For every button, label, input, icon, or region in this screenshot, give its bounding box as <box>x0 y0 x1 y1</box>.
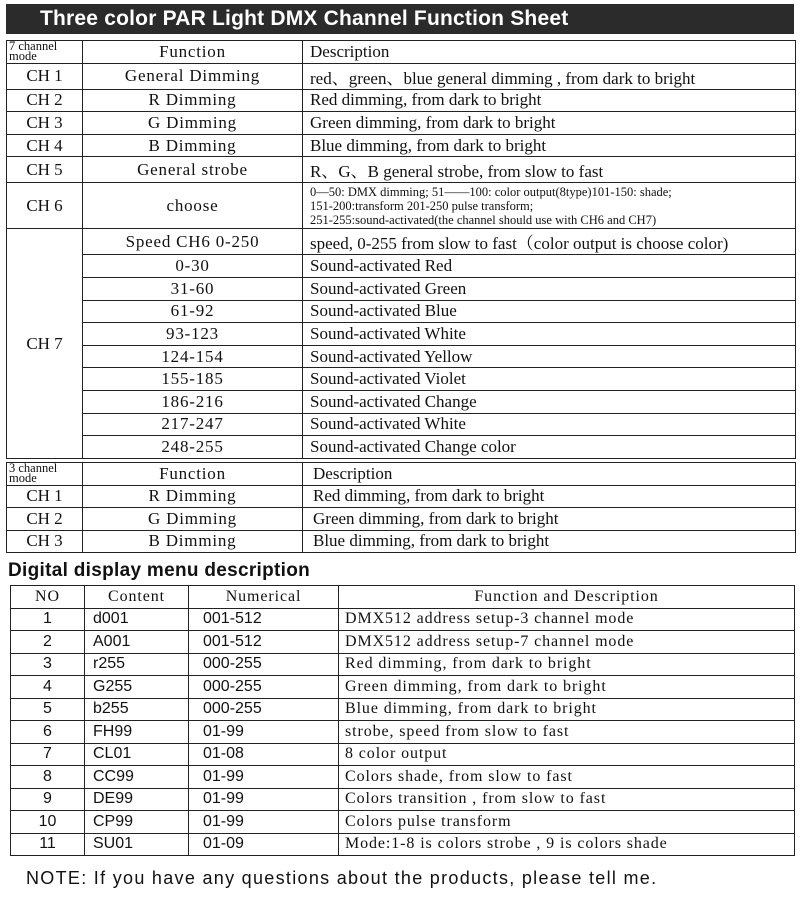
mode-label-line1: 3 channel <box>9 462 58 475</box>
table-row <box>7 390 796 413</box>
content-cell: SU01 <box>85 833 189 856</box>
table-row <box>7 157 796 183</box>
description-cell <box>303 183 796 229</box>
function-cell: DMX512 address setup-7 channel mode <box>339 631 795 654</box>
table-header-row <box>11 586 795 609</box>
description-cell: Green dimming, from dark to bright <box>303 508 796 531</box>
table-row <box>11 833 795 856</box>
table-row <box>7 413 796 436</box>
table-row <box>11 676 795 699</box>
function-cell: 248-255 <box>83 436 303 459</box>
mode-label-line2: mode <box>9 471 37 485</box>
table-row <box>11 743 795 766</box>
description-cell: Sound-activated Red <box>303 255 796 278</box>
description-cell: Blue dimming, from dark to bright <box>303 134 796 157</box>
no-cell: 9 <box>11 788 85 811</box>
channel-cell: CH 3 <box>7 112 83 135</box>
function-cell: Mode:1-8 is colors strobe , 9 is colors shade <box>339 833 795 856</box>
ch6-description-line3: 251-255:sound-activated(the channel should use with CH6 and CH7) <box>310 213 657 228</box>
description-cell: Red dimming, from dark to bright <box>303 485 796 508</box>
table-row <box>7 436 796 459</box>
function-cell: Red dimming, from dark to bright <box>339 653 795 676</box>
function-cell: G Dimming <box>83 112 303 135</box>
header-no: NO <box>11 586 85 609</box>
table-row <box>7 508 796 531</box>
table-row <box>7 300 796 323</box>
page-title: Three color PAR Light DMX Channel Function Sheet <box>6 4 794 34</box>
numerical-cell: 000-255 <box>189 698 339 721</box>
table-row <box>7 323 796 346</box>
table-row <box>7 229 796 255</box>
channel-cell: CH 1 <box>7 63 83 89</box>
function-cell: General strobe <box>83 157 303 183</box>
table-row <box>7 345 796 368</box>
channel-cell: CH 6 <box>7 183 83 229</box>
table-row <box>7 368 796 391</box>
description-cell: Sound-activated White <box>303 323 796 346</box>
function-cell: 61-92 <box>83 300 303 323</box>
table-row <box>11 653 795 676</box>
description-cell: Sound-activated Change <box>303 390 796 413</box>
function-cell: Colors shade, from slow to fast <box>339 766 795 789</box>
no-cell: 4 <box>11 676 85 699</box>
table-row <box>7 255 796 278</box>
no-cell: 10 <box>11 811 85 834</box>
table-row <box>11 631 795 654</box>
content-cell: A001 <box>85 631 189 654</box>
table-row <box>7 89 796 112</box>
menu-section-title: Digital display menu description <box>8 560 311 581</box>
function-cell: DMX512 address setup-3 channel mode <box>339 608 795 631</box>
function-cell: 217-247 <box>83 413 303 436</box>
function-cell: R Dimming <box>83 89 303 112</box>
channel-cell: CH 4 <box>7 134 83 157</box>
table-row <box>7 134 796 157</box>
channel-cell: CH 5 <box>7 157 83 183</box>
description-cell: Sound-activated Change color <box>303 436 796 459</box>
function-cell: G Dimming <box>83 508 303 531</box>
menu-table <box>10 585 795 856</box>
function-cell: 31-60 <box>83 277 303 300</box>
description-cell: Sound-activated Violet <box>303 368 796 391</box>
function-cell: Colors transition , from slow to fast <box>339 788 795 811</box>
function-cell: 8 color output <box>339 743 795 766</box>
mode-label <box>7 41 83 64</box>
header-content: Content <box>85 586 189 609</box>
header-function: Function <box>83 41 303 64</box>
seven-channel-table <box>6 40 796 459</box>
numerical-cell: 01-09 <box>189 833 339 856</box>
function-cell: Colors pulse transform <box>339 811 795 834</box>
channel-cell: CH 1 <box>7 485 83 508</box>
table-header-row <box>7 463 796 486</box>
description-cell: Sound-activated Green <box>303 277 796 300</box>
description-cell: Red dimming, from dark to bright <box>303 89 796 112</box>
content-cell: DE99 <box>85 788 189 811</box>
numerical-cell: 000-255 <box>189 653 339 676</box>
ch6-description-line2: 151-200:transform 201-250 pulse transform; <box>310 199 534 214</box>
no-cell: 1 <box>11 608 85 631</box>
table-row <box>11 788 795 811</box>
function-cell: choose <box>83 183 303 229</box>
no-cell: 11 <box>11 833 85 856</box>
table-row <box>7 63 796 89</box>
numerical-cell: 01-99 <box>189 721 339 744</box>
table-row <box>11 698 795 721</box>
channel-cell: CH 7 <box>7 229 83 458</box>
description-cell: Blue dimming, from dark to bright <box>303 530 796 553</box>
header-description: Description <box>303 41 796 64</box>
three-channel-table <box>6 462 796 553</box>
function-cell: 124-154 <box>83 345 303 368</box>
no-cell: 5 <box>11 698 85 721</box>
function-cell: R Dimming <box>83 485 303 508</box>
numerical-cell: 01-08 <box>189 743 339 766</box>
function-cell: B Dimming <box>83 134 303 157</box>
function-cell: 155-185 <box>83 368 303 391</box>
table-row-ch6 <box>7 183 796 229</box>
table-row <box>11 608 795 631</box>
function-cell: Green dimming, from dark to bright <box>339 676 795 699</box>
no-cell: 3 <box>11 653 85 676</box>
mode-label <box>7 463 83 486</box>
table-row <box>11 766 795 789</box>
mode-label-line2: mode <box>9 49 37 63</box>
numerical-cell: 001-512 <box>189 631 339 654</box>
numerical-cell: 01-99 <box>189 811 339 834</box>
table-row <box>11 811 795 834</box>
function-cell: B Dimming <box>83 530 303 553</box>
header-function: Function <box>83 463 303 486</box>
content-cell: CC99 <box>85 766 189 789</box>
header-function: Function and Description <box>339 586 795 609</box>
footer-note: NOTE: If you have any questions about the products, please tell me. <box>26 868 658 888</box>
function-cell: 186-216 <box>83 390 303 413</box>
table-row <box>11 721 795 744</box>
description-cell: Green dimming, from dark to bright <box>303 112 796 135</box>
channel-cell: CH 2 <box>7 89 83 112</box>
content-cell: b255 <box>85 698 189 721</box>
numerical-cell: 01-99 <box>189 788 339 811</box>
description-cell: speed, 0-255 from slow to fast（color output is choose color) <box>303 229 796 255</box>
content-cell: CP99 <box>85 811 189 834</box>
function-cell: 0-30 <box>83 255 303 278</box>
table-row <box>7 277 796 300</box>
numerical-cell: 01-99 <box>189 766 339 789</box>
description-cell: R、G、B general strobe, from slow to fast <box>303 157 796 183</box>
function-cell: Speed CH6 0-250 <box>83 229 303 255</box>
ch6-description-line1: 0—50: DMX dimming; 51——100: color output(8type)101-150: shade; <box>310 185 672 200</box>
numerical-cell: 000-255 <box>189 676 339 699</box>
header-description: Description <box>303 463 796 486</box>
content-cell: r255 <box>85 653 189 676</box>
table-row <box>7 485 796 508</box>
description-cell: red、green、blue general dimming , from dark to bright <box>303 63 796 89</box>
function-cell: 93-123 <box>83 323 303 346</box>
function-cell: Blue dimming, from dark to bright <box>339 698 795 721</box>
content-cell: FH99 <box>85 721 189 744</box>
header-numerical: Numerical <box>189 586 339 609</box>
table-row <box>7 112 796 135</box>
function-cell: strobe, speed from slow to fast <box>339 721 795 744</box>
mode-label-line1: 7 channel <box>9 40 58 53</box>
numerical-cell: 001-512 <box>189 608 339 631</box>
content-cell: G255 <box>85 676 189 699</box>
content-cell: d001 <box>85 608 189 631</box>
table-header-row <box>7 41 796 64</box>
no-cell: 6 <box>11 721 85 744</box>
table-row <box>7 530 796 553</box>
description-cell: Sound-activated Blue <box>303 300 796 323</box>
no-cell: 8 <box>11 766 85 789</box>
channel-cell: CH 2 <box>7 508 83 531</box>
description-cell: Sound-activated Yellow <box>303 345 796 368</box>
no-cell: 2 <box>11 631 85 654</box>
function-cell: General Dimming <box>83 63 303 89</box>
channel-cell: CH 3 <box>7 530 83 553</box>
content-cell: CL01 <box>85 743 189 766</box>
description-cell: Sound-activated White <box>303 413 796 436</box>
no-cell: 7 <box>11 743 85 766</box>
